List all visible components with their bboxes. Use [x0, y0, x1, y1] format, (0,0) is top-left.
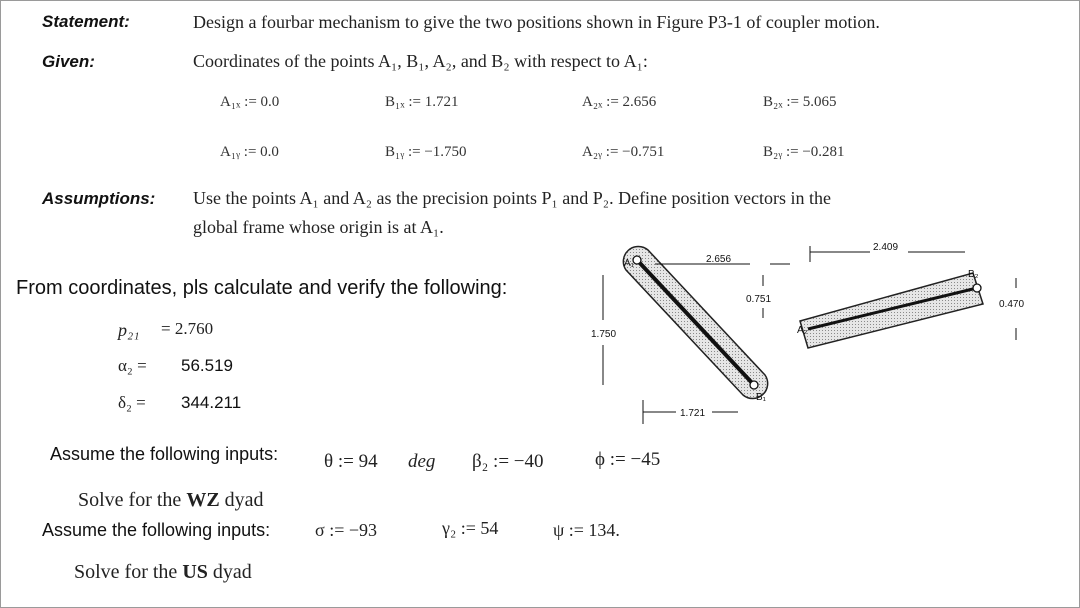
statement-text: Design a fourbar mechanism to give the two positions shown in Figure P3-1 of coupler motion. — [193, 12, 880, 32]
sigma-input: σ := −93 — [315, 520, 378, 540]
assumptions-label: Assumptions: — [42, 189, 156, 208]
solve2-end: dyad — [212, 561, 252, 583]
solve1-end: dyad — [224, 489, 264, 511]
dim-0751-label: 0.751 — [746, 294, 772, 305]
delta2-symbol: δ₂ = — [118, 393, 146, 412]
coord-b2x: B₂ₓ := 5.065 — [763, 94, 837, 110]
psi-input: ψ := 134. — [553, 520, 620, 540]
p21-value: = 2.760 — [161, 319, 214, 338]
phi-input: ϕ := −45 — [595, 449, 661, 470]
beta2-input: β₂ := −40 — [472, 451, 544, 472]
coord-a2y: A₂ᵧ := −0.751 — [582, 144, 665, 160]
solve1-dyad: WZ — [186, 489, 220, 511]
delta2-value: 344.211 — [181, 393, 242, 412]
link-position-2 — [800, 273, 983, 348]
statement-label: Statement: — [42, 12, 130, 31]
pivot-b2 — [973, 284, 981, 292]
given-text: Coordinates of the points A₁, B₁, A₂, and B₂ with respect to A₁: — [193, 51, 648, 71]
inputs2-label: Assume the following inputs: — [42, 520, 271, 540]
link-1-centerline — [637, 260, 754, 385]
coupler-figure — [575, 240, 1045, 430]
inputs1-label: Assume the following inputs: — [50, 444, 279, 464]
solve2-line — [74, 561, 252, 584]
solve2-dyad: US — [182, 561, 208, 583]
label-a1: A₁ — [624, 258, 635, 269]
label-a2: A₂ — [797, 325, 808, 336]
theta-unit: deg — [408, 451, 436, 472]
label-b2: B₂ — [968, 269, 979, 280]
assumptions-line2: global frame whose origin is at A₁. — [193, 217, 444, 237]
coord-a1y: A₁ᵧ := 0.0 — [220, 144, 279, 160]
alpha2-symbol: α₂ = — [118, 356, 147, 375]
coord-b1x: B₁ₓ := 1.721 — [385, 94, 459, 110]
gamma2-input: γ₂ := 54 — [442, 518, 499, 538]
dim-2656-label: 2.656 — [706, 254, 732, 265]
dim-2409-label: 2.409 — [873, 242, 899, 253]
p21-symbol: p₂₁ — [118, 320, 140, 340]
task-heading: From coordinates, pls calculate and verify the following: — [16, 277, 508, 299]
solve1-text: Solve for the — [78, 489, 182, 511]
assumptions-line1: Use the points A₁ and A₂ as the precision points P₁ and P₂. Define position vectors in the — [193, 188, 832, 208]
link-2-body — [800, 273, 983, 348]
link-position-1 — [623, 246, 767, 398]
pivot-b1 — [750, 381, 758, 389]
coord-b1y: B₁ᵧ := −1.750 — [385, 144, 467, 160]
dim-0470-label: 0.470 — [999, 299, 1025, 310]
label-b1: B₁ — [756, 392, 767, 403]
coord-a2x: A₂ₓ := 2.656 — [582, 94, 657, 110]
solve1-line — [78, 489, 264, 512]
pivot-a1 — [633, 256, 641, 264]
theta-input: θ := 94 — [324, 451, 378, 472]
given-label: Given: — [42, 52, 95, 71]
coord-a1x: A₁ₓ := 0.0 — [220, 94, 280, 110]
dim-1750-label: 1.750 — [591, 329, 617, 340]
dim-1721-label: 1.721 — [680, 408, 706, 419]
solve2-text: Solve for the — [74, 561, 178, 583]
alpha2-value: 56.519 — [181, 356, 233, 375]
coord-b2y: B₂ᵧ := −0.281 — [763, 144, 845, 160]
